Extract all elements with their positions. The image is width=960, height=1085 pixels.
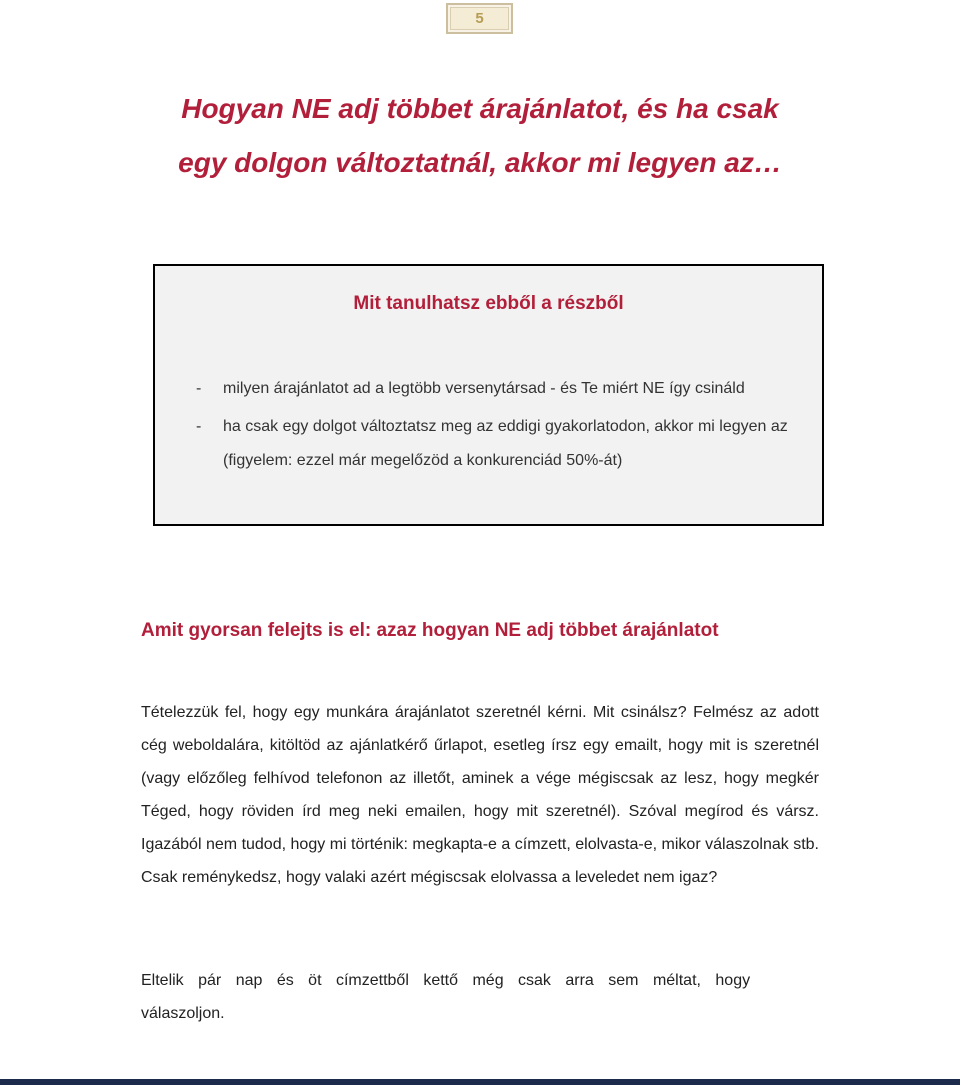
- summary-list: [196, 372, 796, 482]
- page-title: [0, 82, 960, 190]
- page-title-line-1: Hogyan NE adj többet árajánlatot, és ha csak: [181, 93, 779, 124]
- body-paragraph: Eltelik pár nap és öt címzettből kettő még csak arra sem méltat, hogy válaszoljon.: [141, 972, 751, 1022]
- summary-item: - milyen árajánlatot ad a legtöbb versenytársad - és Te miért NE így csináld: [196, 372, 796, 406]
- page-number-badge: 5: [446, 3, 513, 34]
- learning-summary-box: [153, 264, 824, 526]
- footer-bar: [0, 1079, 960, 1085]
- body-paragraph: Tételezzük fel, hogy egy munkára árajánlatot szeretnél kérni. Mit csinálsz? Felmész az adott cég weboldalára, kitöltöd az ajánlatkérő űrlapot, esetleg írsz egy emailt, hogy mit is szeretnél (vagy előzőleg felhívod telefonon az illetőt, aminek a vége mégiscsak az lesz, hogy megkér Téged, hogy röviden írd meg neki emailen, hogy mit szeretnél). Szóval megírod és vársz. Igazából nem tudod, hogy mi történik: megkapta-e a címzett, elolvasta-e, mikor válaszolnak stb. Csak reménykedsz, hogy valaki azért mégiscsak elolvassa a leveledet nem igaz?: [141, 704, 819, 886]
- section-heading: Amit gyorsan felejts is el: azaz hogyan NE adj többet árajánlatot: [141, 620, 719, 641]
- page-title-line-2: egy dolgon változtatnál, akkor mi legyen az…: [178, 147, 782, 178]
- summary-heading: Mit tanulhatsz ebből a részből: [353, 293, 624, 314]
- summary-item: - ha csak egy dolgot változtatsz meg az eddigi gyakorlatodon, akkor mi legyen az (figyelem: ezzel már megelőzöd a konkurenciád 50%-át): [196, 410, 796, 478]
